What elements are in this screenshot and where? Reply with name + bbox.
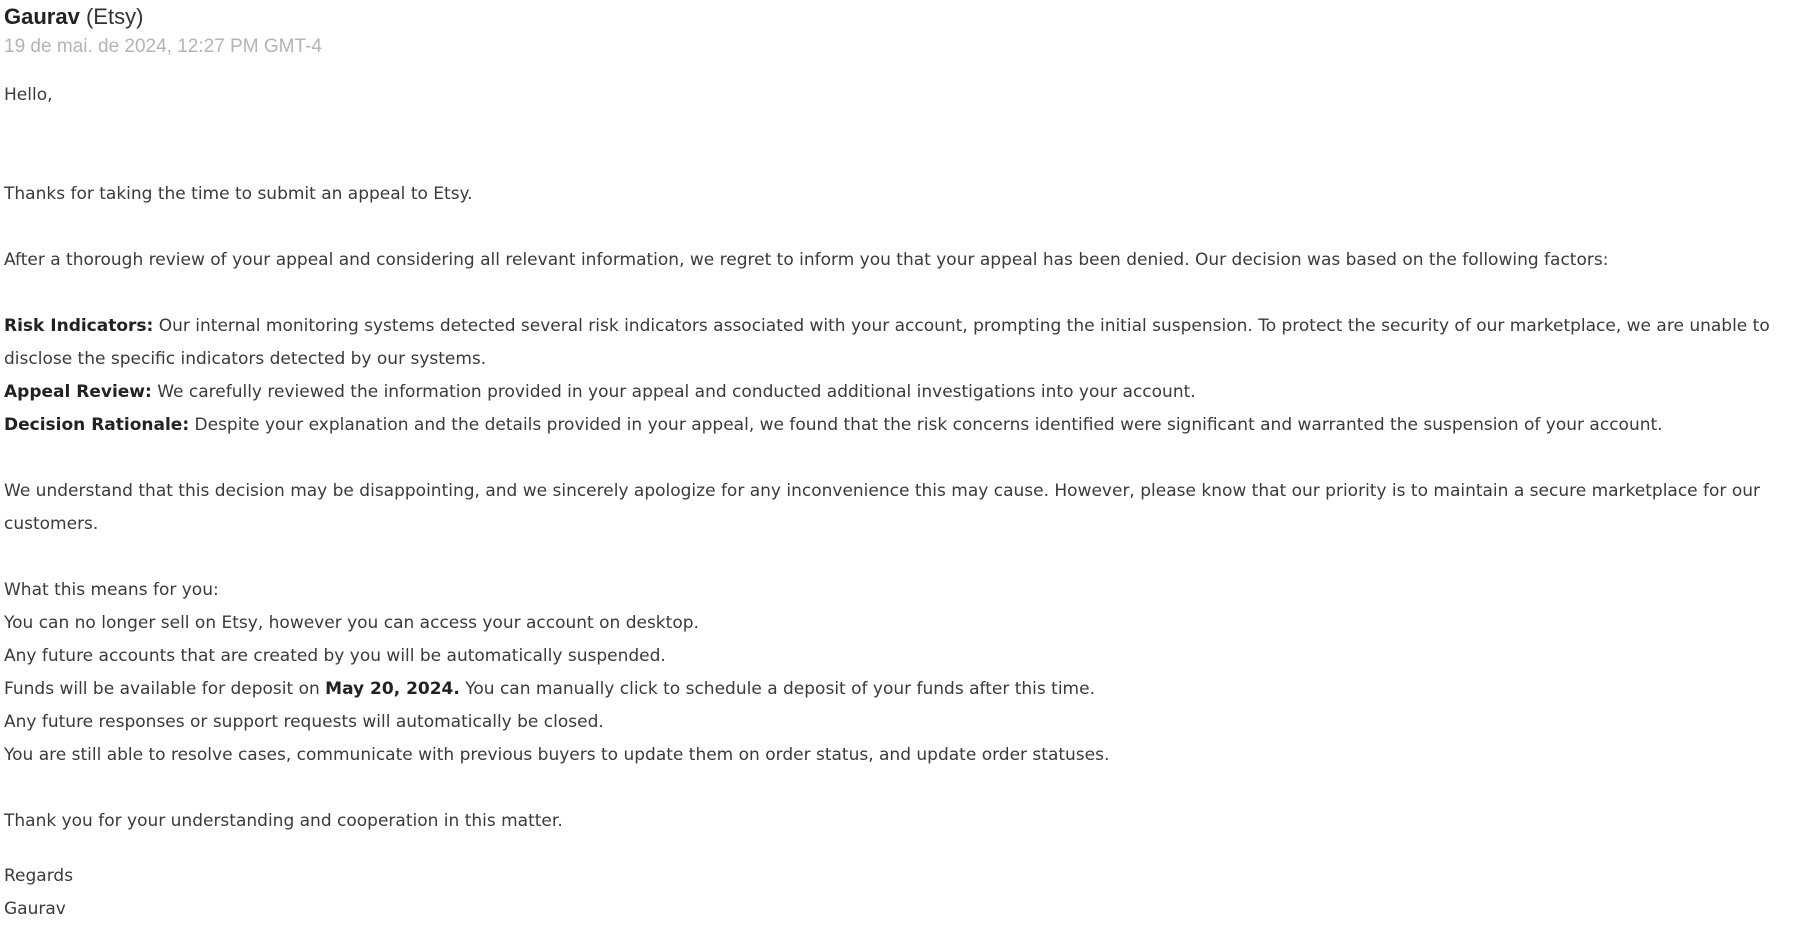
means-item: Any future responses or support requests will automatically be closed. — [4, 712, 604, 732]
apology-paragraph: We understand that this decision may be disappointing, and we sincerely apologize for any inconvenience this may cause. However, please know that our priority is to maintain a secure marketplace for our customers. — [4, 481, 1760, 534]
means-item: You can no longer sell on Etsy, however you can access your account on desktop. — [4, 613, 699, 633]
email-header — [4, 0, 1800, 59]
intro-paragraph: Thanks for taking the time to submit an appeal to Etsy. — [4, 184, 473, 204]
sender-org: (Etsy) — [85, 4, 144, 29]
regards: Regards — [4, 866, 74, 886]
means-item: Any future accounts that are created by you will be automatically suspended. — [4, 646, 666, 666]
sender-name: Gaurav — [4, 4, 80, 29]
decision-paragraph: After a thorough review of your appeal and considering all relevant information, we regret to inform you that your appeal has been denied. Our decision was based on the following factors: — [4, 250, 1609, 270]
signature: Gaurav — [4, 899, 66, 919]
funds-text: Funds will be available for deposit on — [4, 679, 326, 699]
email-body — [4, 79, 1784, 926]
factor-appeal-review — [4, 376, 1784, 409]
factor-label: Appeal Review: — [4, 382, 152, 402]
email-timestamp: 19 de mai. de 2024, 12:27 PM GMT-4 — [4, 36, 322, 57]
greeting: Hello, — [4, 85, 53, 105]
means-heading: What this means for you: — [4, 580, 219, 600]
sender — [4, 2, 1800, 31]
factor-label: Decision Rationale: — [4, 415, 190, 435]
factor-label: Risk Indicators: — [4, 316, 154, 336]
funds-text: You can manually click to schedule a deposit of your funds after this time. — [459, 679, 1095, 699]
means-item: You are still able to resolve cases, communicate with previous buyers to update them on order status, and update order statuses. — [4, 745, 1110, 765]
thanks-paragraph: Thank you for your understanding and cooperation in this matter. — [4, 811, 563, 831]
factor-risk-indicators — [4, 310, 1784, 376]
factor-text: Our internal monitoring systems detected several risk indicators associated with your account, prompting the initial suspension. To protect the security of our marketplace, we are unable to disclose the specific indicators detected by our systems. — [4, 316, 1770, 369]
funds-date: May 20, 2024. — [325, 679, 460, 699]
factor-decision-rationale — [4, 409, 1784, 442]
means-item-funds — [4, 673, 1784, 706]
factor-text: We carefully reviewed the information provided in your appeal and conducted additional investigations into your account. — [151, 382, 1196, 402]
factor-text: Despite your explanation and the details provided in your appeal, we found that the risk concerns identified were significant and warranted the suspension of your account. — [189, 415, 1663, 435]
